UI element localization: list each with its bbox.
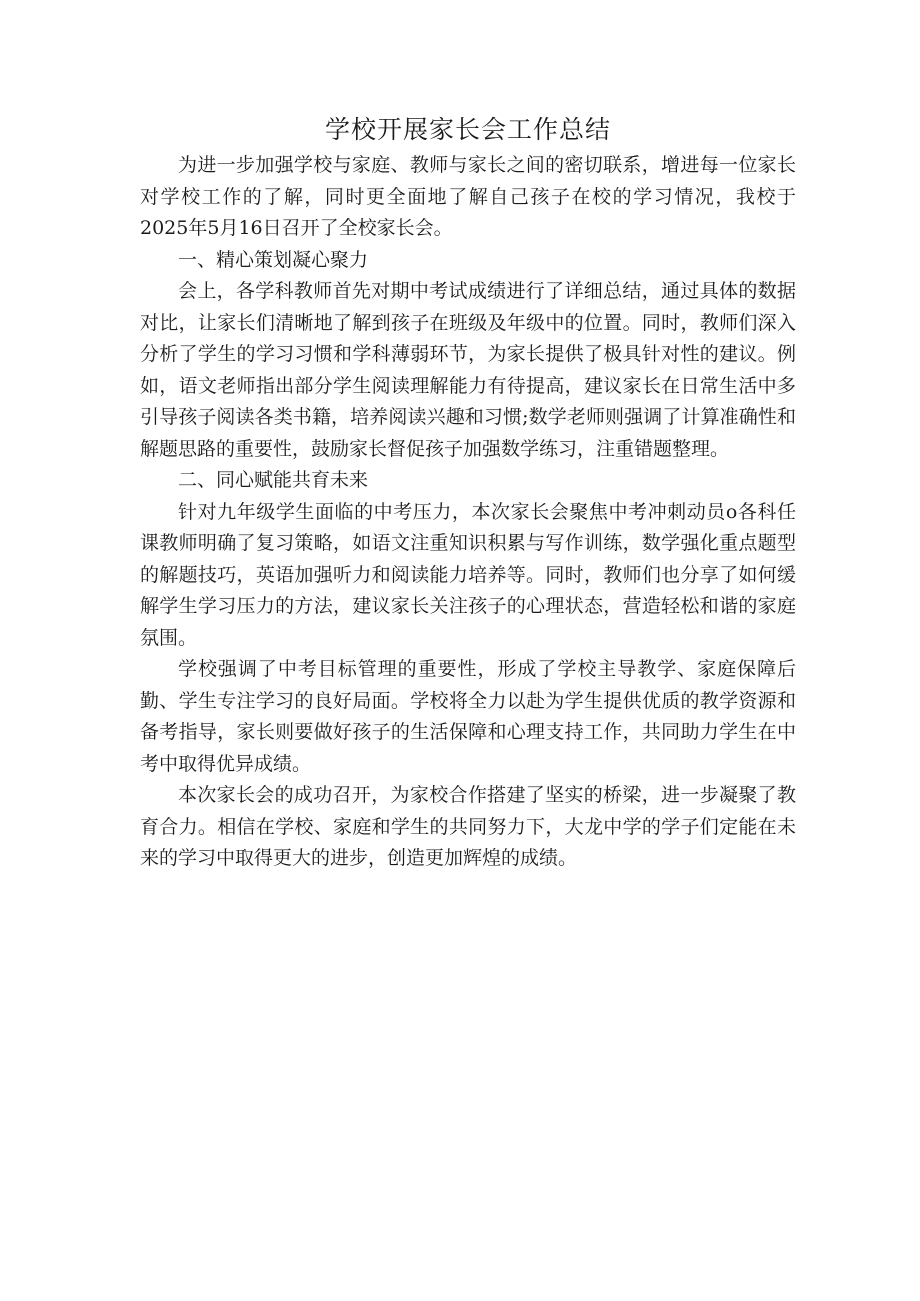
document-page xyxy=(140,112,796,875)
conclusion-paragraph: 本次家长会的成功召开，为家校合作搭建了坚实的桥梁，进一步凝聚了教育合力。相信在学校、家庭和学生的共同努力下，大龙中学的学子们定能在未来的学习中取得更大的进步，创造更加辉煌的成绩。 xyxy=(140,784,796,869)
section1-paragraph: 会上，各学科教师首先对期中考试成绩进行了详细总结，通过具体的数据对比，让家长们清晰地了解到孩子在班级及年级中的位置。同时，教师们深入分析了学生的学习习惯和学科薄弱环节，为家长提供了极具针对性的建议。例如，语文老师指出部分学生阅读理解能力有待提高，建议家长在日常生活中多引导孩子阅读各类书籍，培养阅读兴趣和习惯;数学老师则强调了计算准确性和解题思路的重要性，鼓励家长督促孩子加强数学练习，注重错题整理。 xyxy=(140,280,796,460)
document-title: 学校开展家长会工作总结 xyxy=(324,115,611,144)
section2-heading: 二、同心赋能共育未来 xyxy=(178,469,369,491)
section2-paragraph-2: 学校强调了中考目标管理的重要性，形成了学校主导教学、家庭保障后勤、学生专注学习的良好局面。学校将全力以赴为学生提供优质的教学资源和备考指导，家长则要做好孩子的生活保障和心理支持工作，共同助力学生在中考中取得优异成绩。 xyxy=(140,658,796,775)
section1-heading: 一、精心策划凝心聚力 xyxy=(178,248,369,271)
intro-paragraph: 为进一步加强学校与家庭、教师与家长之间的密切联系，增进每一位家长对学校工作的了解，同时更全面地了解自己孩子在校的学习情况，我校于2025年5月16日召开了全校家长会。 xyxy=(140,154,796,239)
section2-paragraph-1: 针对九年级学生面临的中考压力，本次家长会聚焦中考冲刺动员o各科任课教师明确了复习策略，如语文注重知识积累与写作训练，数学强化重点题型的解题技巧，英语加强听力和阅读能力培养等。同时，教师们也分享了如何缓解学生学习压力的方法，建议家长关注孩子的心理状态，营造轻松和谐的家庭氛围。 xyxy=(140,500,796,649)
